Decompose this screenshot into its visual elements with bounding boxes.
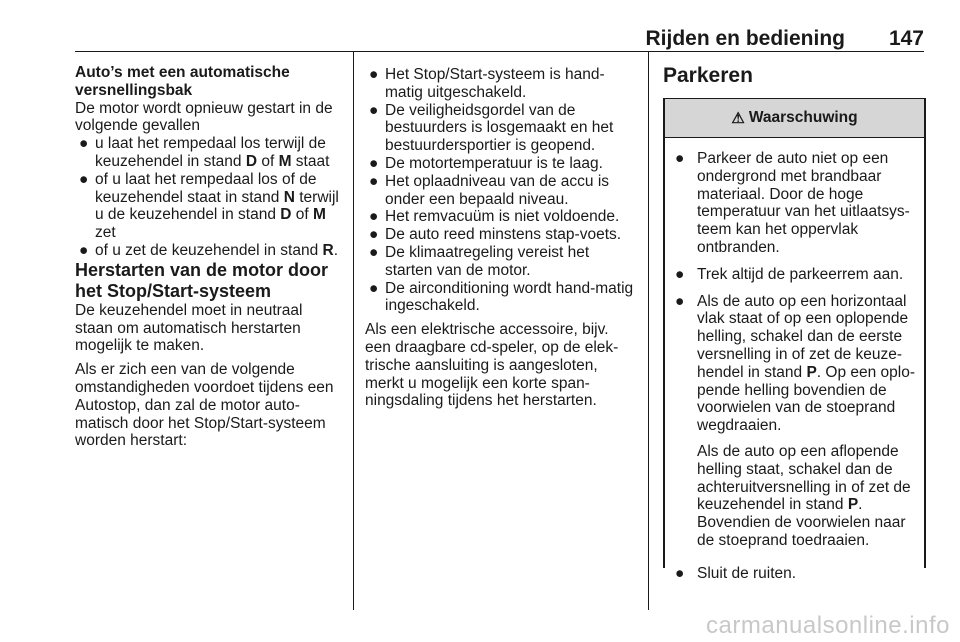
- bullet-icon: ●: [79, 170, 89, 188]
- header-divider: [75, 51, 924, 52]
- bullet-icon: ●: [369, 243, 379, 261]
- bullet-icon: ●: [79, 241, 89, 259]
- paragraph: De keuzehendel moet in neutraal staan om automatisch herstarten mogelijk te maken.: [75, 301, 303, 355]
- paragraph: Als er zich een van de volgende omstandigheden voordoet tijdens een Autostop, dan zal de motor auto-matisch door het Stop/Start-systeem worden herstart:: [75, 361, 334, 450]
- bullet-icon: ●: [369, 172, 379, 190]
- bullet-icon: ●: [369, 154, 379, 172]
- continuation-paragraph: Als de auto op een aflopende helling staat, schakel dan de achteruitversnelling in of zet de keuzehendel in stand P. Bovendien de voorwielen naar de stoeprand toedraaien.: [697, 442, 911, 549]
- warning-body: [665, 138, 924, 583]
- list-item: ● of u laat het rempedaal los of de keuzehendel staat in stand N terwijl u de keuzehendel in stand D of M zet: [79, 170, 339, 242]
- list-item: ● Het remvacuüm is niet voldoende.: [369, 208, 620, 226]
- list-item: ● De airconditioning wordt hand-matig ingeschakeld.: [369, 279, 634, 315]
- list-item: ● Sluit de ruiten.: [675, 565, 797, 583]
- column-2: [365, 64, 637, 410]
- list-item: ● Trek altijd de parkeerrem aan.: [675, 265, 904, 283]
- subheading-automatic: Auto’s met een automatische versnellingsbak: [75, 64, 290, 99]
- warning-title: Waarschuwing: [748, 109, 858, 126]
- list-item: ● Het Stop/Start-systeem is hand-matig uitgeschakeld.: [369, 66, 605, 101]
- bullet-icon: ●: [369, 279, 379, 297]
- bullet-icon: ●: [675, 565, 685, 583]
- page-number: 147: [888, 27, 924, 50]
- column-divider-1: [353, 52, 354, 610]
- bullet-icon: ●: [675, 265, 685, 283]
- section-title: Rijden en bediening: [645, 27, 845, 50]
- list-item: ● Parkeer de auto niet op een ondergrond met brandbaar materiaal. Door de hoge temperatuur van het uitlaatsys-teem kan het oppervlak ontbranden.: [675, 150, 910, 256]
- list-item: ● Het oplaadniveau van de accu is onder een bepaald niveau.: [369, 172, 610, 208]
- bullet-icon: ●: [79, 135, 89, 153]
- list-item: ● De auto reed minstens stap-voets.: [369, 226, 622, 244]
- bullet-icon: ●: [675, 292, 685, 310]
- page-header: [0, 0, 960, 52]
- bullet-icon: ●: [369, 208, 379, 226]
- bullet-icon: ●: [369, 226, 379, 244]
- list-item: ● u laat het rempedaal los terwijl de keuzehendel in stand D of M staat: [79, 135, 330, 170]
- section-heading-restart: Herstarten van de motor door het Stop/Start-systeem: [75, 259, 329, 301]
- warning-header: [665, 98, 924, 138]
- bullet-icon: ●: [369, 66, 379, 83]
- intro-text: De motor wordt opnieuw gestart in de volgende gevallen: [75, 99, 333, 135]
- warning-box: [663, 98, 926, 583]
- list-item: ● De klimaatregeling vereist het starten van de motor.: [369, 243, 590, 279]
- list-item: ● Als de auto op een horizontaal vlak staat of op een oplopende helling, schakel dan de eerste versnelling in of zet de keuze-hendel in stand P. Op een oplo-pende helling bovendien de voorwielen van de stoeprand wegdraaien.: [675, 292, 916, 435]
- list-item: ● of u zet de keuzehendel in stand R.: [79, 241, 339, 259]
- list-item: ● De veiligheidsgordel van de bestuurders is losgemaakt en het bestuurdersportier is geopend.: [369, 101, 614, 155]
- column-divider-2: [648, 52, 649, 610]
- list-item: ● De motortemperatuur is te laag.: [369, 154, 603, 172]
- column-1: [75, 64, 343, 450]
- bullet-icon: ●: [369, 101, 379, 119]
- watermark: carmanualsonline.info: [706, 612, 950, 639]
- bullet-icon: ●: [675, 150, 685, 167]
- section-heading-parking: Parkeren: [663, 64, 753, 87]
- paragraph: Als een elektrische accessoire, bijv. een draagbare cd-speler, op de elek-trische aansluiting is aangesloten, merkt u mogelijk een korte span-ningsdaling tijdens het herstarten.: [365, 321, 619, 410]
- warning-triangle-icon: ⚠: [731, 110, 745, 127]
